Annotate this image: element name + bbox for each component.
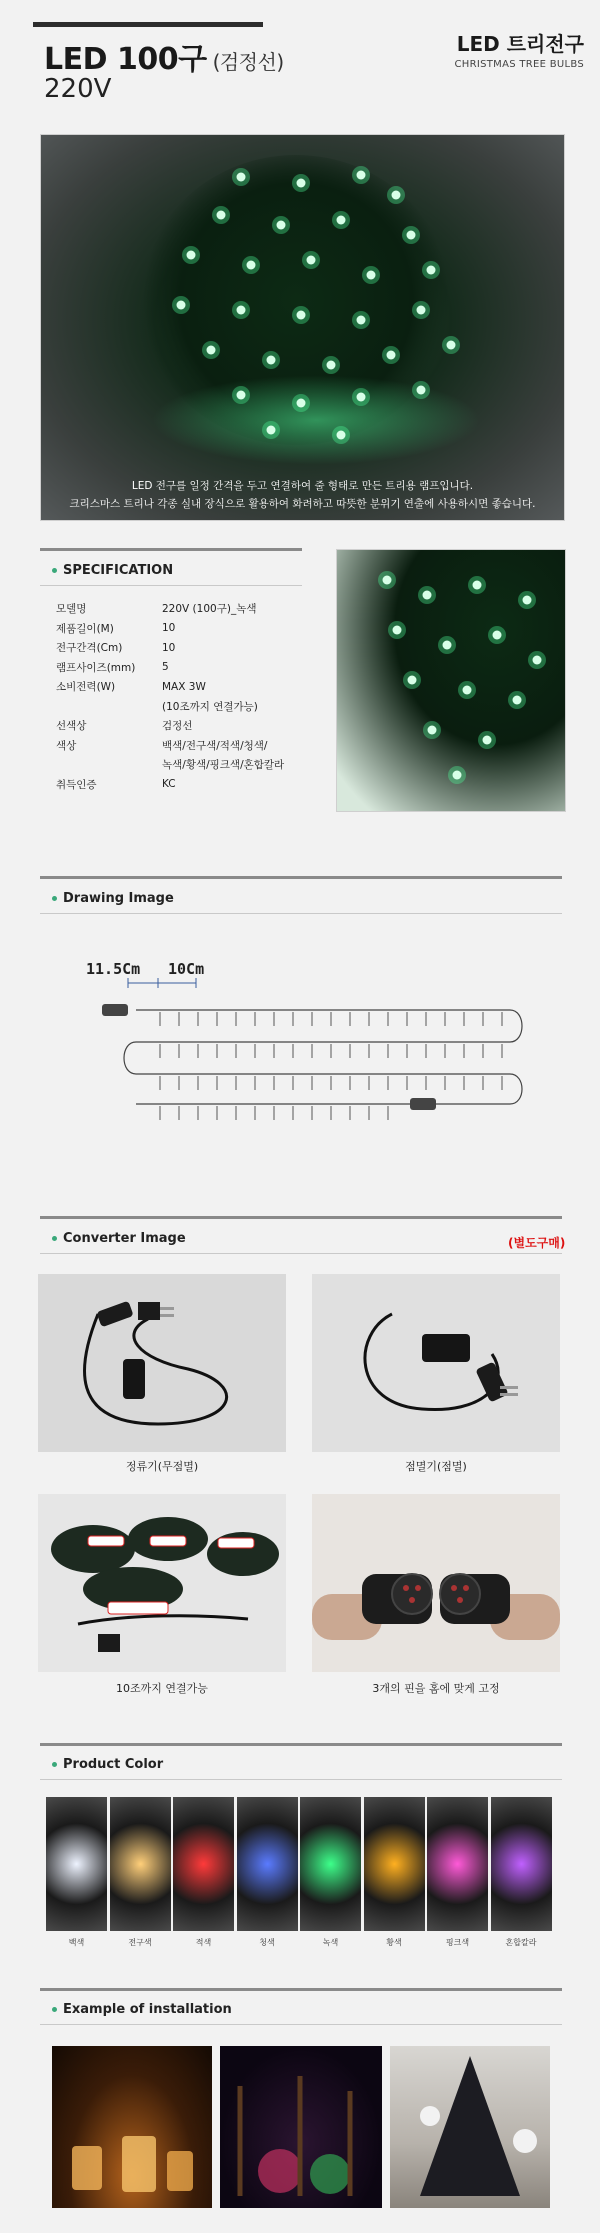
bulb: [237, 306, 246, 315]
spec-top-rule: [40, 548, 302, 551]
wire-bend: [510, 1010, 522, 1042]
bulb: [393, 626, 402, 635]
converter-photo-steady: [38, 1274, 286, 1452]
spec-key: 선색상: [56, 720, 87, 733]
hero-description: [41, 477, 564, 513]
hero-product-image: [40, 134, 565, 521]
bulb: [408, 676, 417, 685]
color-swatch: [173, 1797, 234, 1931]
bulb: [423, 591, 432, 600]
install-title-text: Example of installation: [63, 2002, 232, 2017]
spec-row: [56, 697, 322, 717]
brand-title: LED 트리전구: [456, 32, 584, 56]
bulb: [267, 356, 276, 365]
bulb: [267, 426, 276, 435]
converter-photo-flash: [312, 1274, 560, 1452]
bulb: [513, 696, 522, 705]
spec-key: 취득인증: [56, 778, 97, 791]
color-swatch: [46, 1797, 107, 1931]
rectifier-illustration: [38, 1274, 286, 1452]
spec-key: 모델명: [56, 603, 87, 616]
page-title: [44, 34, 284, 78]
bulb: [217, 211, 226, 220]
color-label: 전구색: [128, 1938, 152, 1947]
wiring-drawing: [40, 940, 560, 1160]
bulb: [523, 596, 532, 605]
chain-connection-illustration: [38, 1494, 286, 1672]
spec-value: 5: [162, 661, 169, 674]
drawing-top-rule: [40, 876, 562, 879]
color-bottom-rule: [40, 1779, 562, 1780]
hero-bulbs: [41, 135, 565, 465]
candle-lights-illustration: [52, 2046, 212, 2208]
bulb: [237, 173, 246, 182]
color-label: 혼합칼라: [505, 1938, 537, 1947]
color-label: 적색: [195, 1938, 212, 1947]
color-label: 백색: [68, 1938, 85, 1947]
title-sub: (검정선): [212, 50, 284, 74]
spec-row: [56, 619, 322, 639]
spec-row: [56, 716, 322, 736]
bullet-icon: [52, 568, 57, 573]
install-bottom-rule: [40, 2024, 562, 2025]
bulb: [297, 179, 306, 188]
brand-subtitle: CHRISTMAS TREE BULBS: [454, 59, 584, 70]
spec-product-photo: [336, 549, 566, 812]
bulb: [327, 361, 336, 370]
spec-key: 전구간격(Cm): [56, 642, 123, 655]
spec-key: 색상: [56, 739, 77, 752]
converter-top-rule: [40, 1216, 562, 1219]
color-swatch: [427, 1797, 488, 1931]
bulb: [337, 216, 346, 225]
bulb: [447, 341, 456, 350]
spec-value: 10: [162, 622, 176, 635]
dimension-label-spacing: 10Cm: [168, 960, 205, 978]
spec-row: [56, 775, 322, 795]
color-label: 황색: [386, 1938, 402, 1947]
drawing-bottom-rule: [40, 913, 562, 914]
bulb: [533, 656, 542, 665]
bulb: [483, 736, 492, 745]
bulb: [407, 231, 416, 240]
install-photo-candles: [52, 2046, 212, 2208]
bulb: [187, 251, 196, 260]
bullet-icon: [52, 1762, 57, 1767]
bulb: [453, 771, 462, 780]
voltage-label: 220V: [44, 74, 112, 104]
bulb: [428, 726, 437, 735]
bulb: [383, 576, 392, 585]
bulb: [417, 306, 426, 315]
spec-value: KC: [162, 778, 176, 791]
converter-bottom-rule: [40, 1253, 562, 1254]
color-section-title: [52, 1757, 163, 1772]
bulb: [207, 346, 216, 355]
bulb: [357, 316, 366, 325]
top-accent-bar: [33, 22, 263, 27]
bulb: [387, 351, 396, 360]
bulb: [427, 266, 436, 275]
spec-row: [56, 755, 322, 775]
spec-table: [56, 599, 322, 794]
spec-key: 제품길이(M): [56, 622, 114, 635]
wire-bend: [510, 1074, 522, 1104]
color-title-text: Product Color: [63, 1757, 164, 1772]
hero-line-2: 크리스마스 트리나 각종 실내 장식으로 활용하여 화려하고 따뜻한 분위기 연출에 사용하시면 좋습니다.: [69, 498, 536, 510]
spec-value: 220V (100구)_녹색: [162, 603, 257, 616]
spec-bottom-rule: [40, 585, 302, 586]
brand-block: [454, 28, 584, 70]
color-swatch: [364, 1797, 425, 1931]
spec-section-title: [52, 563, 173, 578]
bulb: [357, 393, 366, 402]
spec-row: [56, 658, 322, 678]
spec-title-text: SPECIFICATION: [63, 563, 174, 578]
bulb: [417, 386, 426, 395]
bulb: [367, 271, 376, 280]
color-swatch: [300, 1797, 361, 1931]
mall-tree-illustration: [390, 2046, 550, 2208]
converter-title-text: Converter Image: [63, 1231, 186, 1246]
spec-row: [56, 638, 322, 658]
spec-value: 녹색/황색/핑크색/혼합칼라: [162, 759, 285, 772]
bulb: [297, 311, 306, 320]
spec-value: 10: [162, 641, 176, 654]
dimension-label-lead: 11.5Cm: [86, 960, 141, 978]
bulb: [463, 686, 472, 695]
spec-value: 검정선: [162, 720, 193, 733]
install-photo-trees: [220, 2046, 382, 2208]
color-label: 핑크색: [445, 1938, 470, 1947]
hero-line-1: LED 전구를 일정 간격을 두고 연결하여 줄 형태로 만든 트리용 램프입니다.: [131, 480, 474, 492]
bulb: [177, 301, 186, 310]
spec-value: MAX 3W: [162, 680, 206, 693]
spec-row: [56, 677, 322, 697]
bulb: [392, 191, 401, 200]
spec-row: [56, 736, 322, 756]
color-label: 청색: [259, 1938, 275, 1947]
bulb: [443, 641, 452, 650]
drawing-section-title: [52, 891, 174, 906]
color-label: 녹색: [322, 1938, 339, 1947]
bulb: [337, 431, 346, 440]
plug-connector-in: [102, 1004, 128, 1016]
converter-photo-chain: [38, 1494, 286, 1672]
tree-lights-illustration: [220, 2046, 382, 2208]
spec-key: 소비전력(W): [56, 681, 116, 694]
color-swatch: [110, 1797, 171, 1931]
bulb: [277, 221, 286, 230]
caption-chain: 10조까지 연결가능: [116, 1682, 208, 1695]
converter-section-title: [52, 1231, 186, 1246]
color-top-rule: [40, 1743, 562, 1746]
drawing-title-text: Drawing Image: [63, 891, 174, 906]
spec-bulbs: [337, 550, 566, 812]
spec-value: 백색/전구색/적색/청색/: [162, 739, 268, 752]
install-top-rule: [40, 1988, 562, 1991]
caption-steady: 정류기(무점멸): [125, 1460, 199, 1473]
bullet-icon: [52, 2007, 57, 2012]
caption-pins: 3개의 핀을 홈에 맞게 고정: [372, 1682, 500, 1695]
install-section-title: [52, 2002, 232, 2017]
color-swatch: [237, 1797, 298, 1931]
bulb: [237, 391, 246, 400]
install-photo-mall-tree: [390, 2046, 550, 2208]
bullet-icon: [52, 1236, 57, 1241]
title-main: LED 100구: [44, 42, 207, 77]
bulb: [297, 399, 306, 408]
spec-value: (10조까지 연결가능): [162, 700, 258, 713]
color-swatch: [491, 1797, 552, 1931]
bulb: [357, 171, 366, 180]
connector-pins-illustration: [312, 1494, 560, 1672]
wire-bend: [124, 1042, 136, 1074]
separate-purchase-note: (별도구매): [508, 1236, 566, 1250]
bullet-icon: [52, 896, 57, 901]
spec-key: 램프사이즈(mm): [56, 661, 136, 674]
bulb: [473, 581, 482, 590]
spec-row: [56, 599, 322, 619]
connector-pins-photo: [312, 1494, 560, 1672]
bulb: [247, 261, 256, 270]
wiring-diagram: [40, 940, 560, 1160]
bulb: [307, 256, 316, 265]
caption-flash: 점멸기(점멸): [405, 1460, 467, 1473]
bulb: [493, 631, 502, 640]
plug-connector-out: [410, 1098, 436, 1110]
flasher-illustration: [312, 1274, 560, 1452]
